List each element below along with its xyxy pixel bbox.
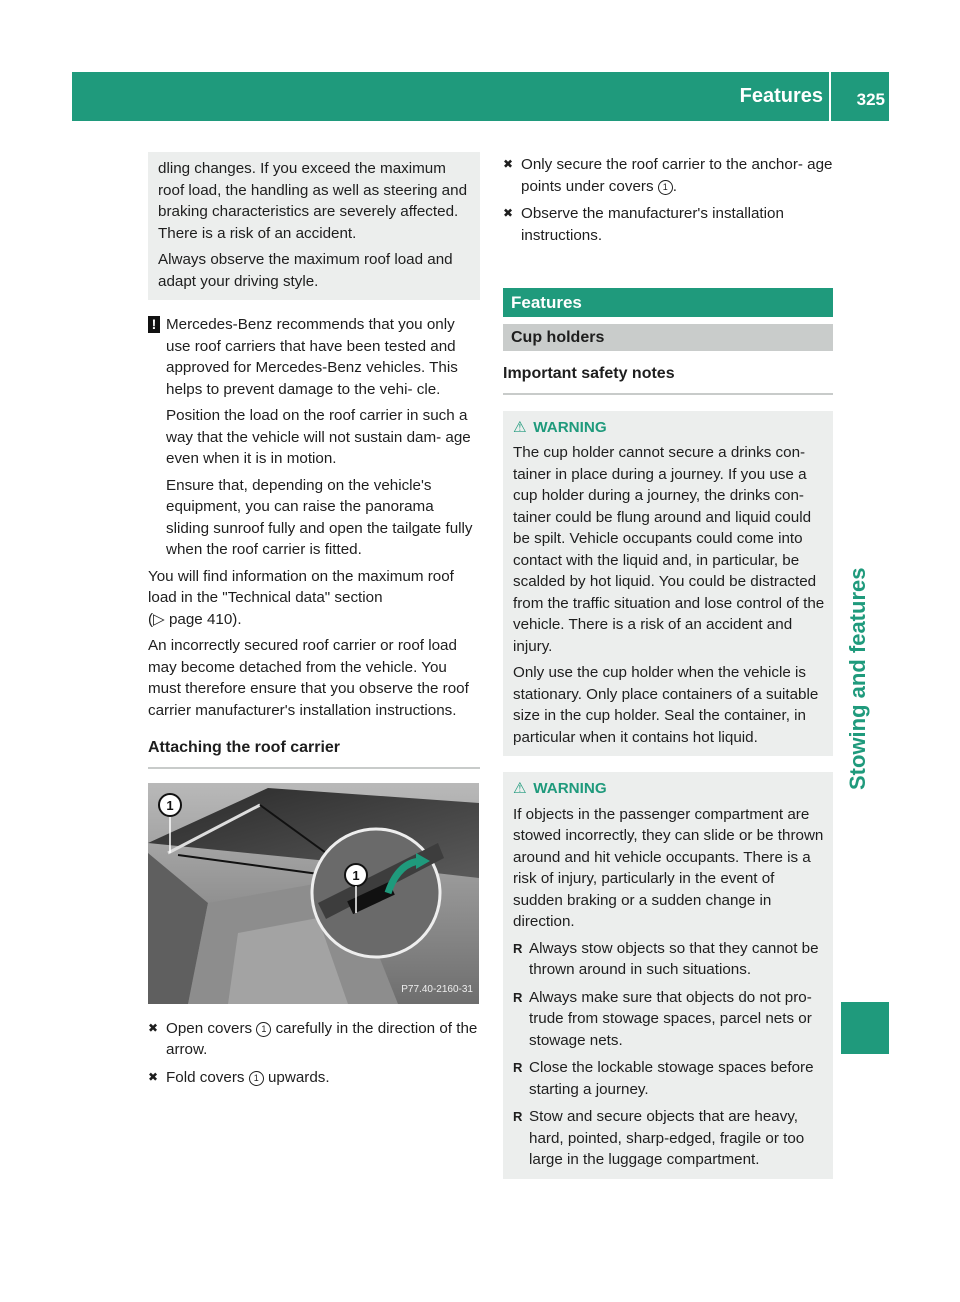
callout-1-zoom-label: 1 bbox=[352, 867, 360, 883]
callout-1-icon: 1 bbox=[658, 180, 673, 195]
right-column bbox=[503, 154, 833, 1179]
callout-1-icon: 1 bbox=[249, 1071, 264, 1086]
roof-carrier-figure bbox=[148, 783, 479, 1004]
warning-box-stowage bbox=[503, 772, 833, 1179]
roof-illustration bbox=[148, 783, 479, 1004]
step-secure-anchor: ✖ Only secure the roof carrier to the anchor- age points under covers 1 . bbox=[503, 156, 833, 195]
step-arrow-icon: ✖ bbox=[148, 1069, 159, 1084]
step-fold-covers: ✖ Fold covers 1 upwards. bbox=[148, 1067, 480, 1089]
note-p3: Ensure that, depending on the vehicle's equipment, you can raise the panorama sliding sunroof fully and open the tailgate fully when the roof carrier is fitted. bbox=[166, 476, 473, 558]
step-arrow-icon: ✖ bbox=[503, 206, 514, 220]
warning1-p1: The cup holder cannot secure a drinks con- tainer in place during a journey. If you use a cup holder during a journey, the drinks con- tainer could be flung around and liquid could be spilt. Vehicle occupants could come into contact with the liquid and, in particular, be scalded by hot liquid. You could be distracted from the traffic situation and lose control of the vehicle. There is a risk of an accident and injury. bbox=[513, 444, 825, 655]
safety-notes-heading: Important safety notes bbox=[503, 363, 833, 395]
left-column bbox=[148, 152, 480, 1094]
warning1-p2: Only use the cup holder when the vehicle is stationary. Only place containers of a suitable size in the cup holder. Seal the container, in particular when it contains hot liquid. bbox=[513, 664, 819, 746]
side-tab bbox=[841, 330, 889, 790]
figure-code: P77.40-2160-31 bbox=[401, 984, 473, 995]
warning2-bullet: R Always stow objects so that they cannot be thrown around in such situations. bbox=[513, 939, 819, 978]
subsection-header-cup-holders: Cup holders bbox=[503, 324, 833, 351]
side-tab-label: Stowing and features bbox=[845, 567, 870, 790]
warning-cont-p2: Always observe the maximum roof load and adapt your driving style. bbox=[158, 251, 453, 290]
warning-heading: ⚠ WARNING bbox=[513, 778, 825, 800]
warning-heading: ⚠ WARNING bbox=[513, 417, 825, 439]
note-block bbox=[148, 314, 480, 561]
section-header-features: Features bbox=[503, 288, 833, 317]
step-arrow-icon: ✖ bbox=[503, 157, 514, 171]
warning-box-cup-holder bbox=[503, 411, 833, 757]
incorrect-securing-paragraph: An incorrectly secured roof carrier or roof load may become detached from the vehicle. You must therefore ensure that you observe the roof carrier manufacturer's installation instructions. bbox=[148, 637, 469, 719]
attaching-heading: Attaching the roof carrier bbox=[148, 737, 480, 769]
step-observe-instructions: ✖ Observe the manufacturer's installation instructions. bbox=[503, 205, 784, 244]
step-open-covers: ✖ Open covers 1 carefully in the direction of the arrow. bbox=[148, 1019, 478, 1058]
bullet-icon: R bbox=[513, 989, 523, 1005]
page-header-bar bbox=[72, 72, 889, 121]
warning2-bullet: R Close the lockable stowage spaces before starting a journey. bbox=[513, 1059, 814, 1098]
info-paragraph: You will find information on the maximum roof load in the "Technical data" section bbox=[148, 567, 454, 606]
warning-cont-p1: dling changes. If you exceed the maximum roof load, the handling as well as steering and braking characteristics are severely affected. There is a risk of an accident. bbox=[158, 160, 468, 242]
callout-1-icon: 1 bbox=[256, 1022, 271, 1037]
warning2-bullet: R Always make sure that objects do not pro- trude from stowage spaces, parcel nets or stowage nets. bbox=[513, 988, 812, 1049]
note-exclamation-icon: ! bbox=[148, 316, 160, 333]
header-title: Features bbox=[739, 85, 823, 107]
note-p2: Position the load on the roof carrier in such a way that the vehicle will not sustain dam- age even when it is in motion. bbox=[166, 407, 471, 467]
bullet-icon: R bbox=[513, 1109, 523, 1124]
header-separator bbox=[829, 72, 831, 121]
bullet-icon: R bbox=[513, 940, 523, 956]
warning2-bullet: R Stow and secure objects that are heavy, hard, pointed, sharp-edged, fragile or too large in the luggage compartment. bbox=[513, 1108, 805, 1168]
warning-continuation-box bbox=[148, 152, 480, 300]
bullet-icon: R bbox=[513, 1060, 523, 1075]
warning-triangle-icon: ⚠ bbox=[513, 780, 527, 797]
step-arrow-icon: ✖ bbox=[148, 1020, 159, 1035]
callout-1-label: 1 bbox=[166, 797, 174, 813]
warning-triangle-icon: ⚠ bbox=[513, 418, 527, 436]
note-p1: Mercedes-Benz recommends that you only use roof carriers that have been tested and approved for Mercedes-Benz vehicles. This helps to prevent damage to the vehi- cle. bbox=[166, 316, 458, 398]
page-number: 325 bbox=[856, 90, 885, 109]
side-marker bbox=[841, 1002, 889, 1054]
page-reference-link[interactable]: (▷ page 410). bbox=[148, 610, 242, 628]
warning2-p1: If objects in the passenger compartment are stowed incorrectly, they can slide or be thrown around and hit vehicle occupants. There is a risk of injury, particularly in the event of sudden braking or a sudden change in direction. bbox=[513, 805, 824, 930]
